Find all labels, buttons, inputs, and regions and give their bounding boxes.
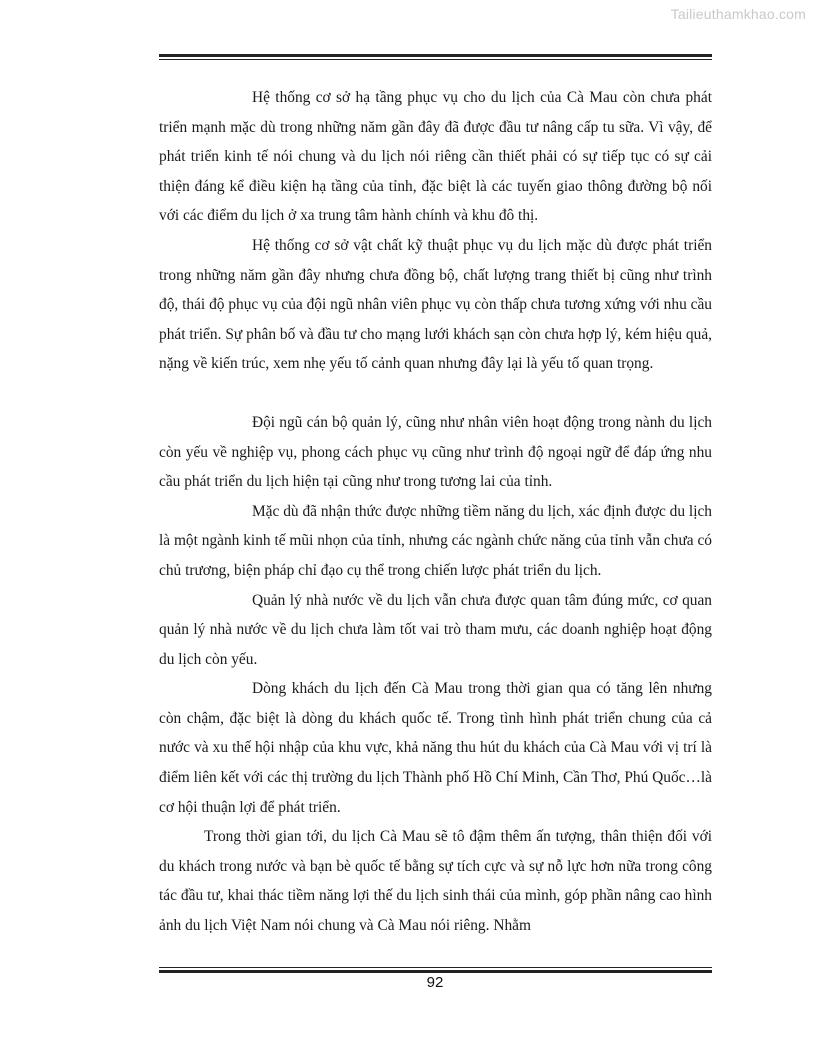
paragraph-infrastructure: Hệ thống cơ sở hạ tầng phục vụ cho du lịch của Cà Mau còn chưa phát triển mạnh mặc dù trong những năm gần đây đã được đầu tư nâng cấp tu sữa. Vì vậy, để phát triển kinh tế nói chung và du lịch nói riêng cần thiết phải có sự tiếp tục có sự cải thiện đáng kể điều kiện hạ tầng của tỉnh, đặc biệt là các tuyến giao thông đường bộ nối với các điểm du lịch ở xa trung tâm hành chính và khu đô thị. [159, 89, 712, 225]
paragraph-management: Quản lý nhà nước về du lịch vẫn chưa được quan tâm đúng mức, cơ quan quản lý nhà nước về du lịch chưa làm tốt vai trò tham mưu, các doanh nghiệp hoạt động du lịch còn yếu. [159, 591, 712, 668]
paragraph-staff: Đội ngũ cán bộ quản lý, cũng như nhân viên hoạt động trong nành du lịch còn yếu về nghiệp vụ, phong cách phục vụ cũng như trình độ ngoại ngữ để đáp ứng nhu cầu phát triển du lịch hiện tại cũng như trong tương lai của tỉnh. [159, 413, 712, 491]
page-number: 92 [426, 974, 444, 991]
paragraph-future: Trong thời gian tới, du lịch Cà Mau sẽ tô đậm thêm ấn tượng, thân thiện đối với du khách trong nước và bạn bè quốc tế bằng sự tích cực và sự nỗ lực hơn nữa trong công tác đầu tư, khai thác tiềm năng lợi thế du lịch sinh thái của mình, góp phần nâng cao hình ảnh du lịch Việt Nam nói chung và Cà Mau nói riêng. Nhằm [159, 828, 712, 935]
header-rule [159, 54, 712, 60]
paragraph-visitor-flow: Dòng khách du lịch đến Cà Mau trong thời gian qua có tăng lên nhưng còn chậm, đặc biệt là dòng du khách quốc tế. Trong tình hình phát triển chung của cả nước và xu thế hội nhập của khu vực, khả năng thu hút du khách của Cà Mau với vị trí là điểm liên kết với các thị trường du lịch Thành phố Hồ Chí Minh, Cần Thơ, Phú Quốc…là cơ hội thuận lợi để phát triển. [159, 680, 712, 816]
watermark: Tailieuthamkhao.com [670, 6, 806, 22]
document-body [159, 83, 712, 941]
paragraph-facilities: Hệ thống cơ sở vật chất kỹ thuật phục vụ du lịch mặc dù được phát triển trong những năm gần đây nhưng chưa đồng bộ, chất lượng trang thiết bị cũng như trình độ, thái độ phục vụ của đội ngũ nhân viên phục vụ còn thấp chưa tương xứng với nhu cầu phát triển. Sự phân bố và đầu tư cho mạng lưới khách sạn còn chưa hợp lý, kém hiệu quả, nặng về kiến trúc, xem nhẹ yếu tố cảnh quan nhưng đây lại là yếu tố quan trọng. [159, 236, 712, 373]
paragraph-awareness: Mặc dù đã nhận thức được những tiềm năng du lịch, xác định được du lịch là một ngành kinh tế mũi nhọn của tỉnh, nhưng các ngành chức năng của tỉnh vẫn chưa có chủ trương, biện pháp chỉ đạo cụ thể trong chiến lược phát triển du lịch. [159, 502, 712, 579]
footer-rule [159, 967, 712, 973]
